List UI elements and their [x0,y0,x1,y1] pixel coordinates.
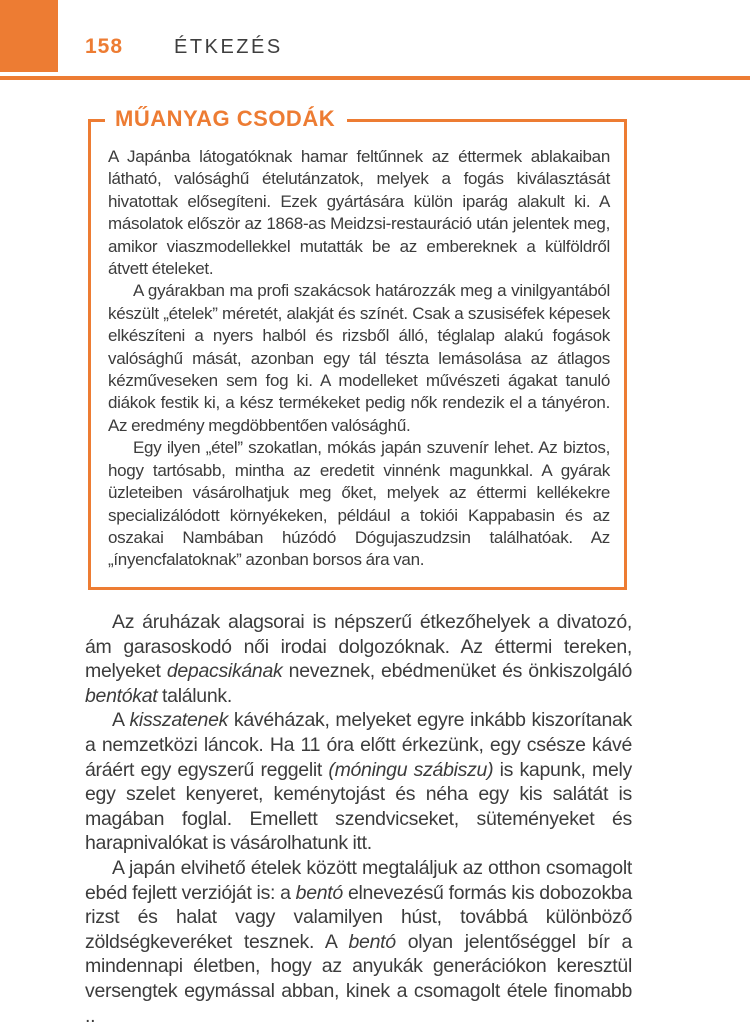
header-rule [0,76,750,80]
callout-paragraph: A Japánba látogatóknak hamar feltűnnek az éttermek ablakaiban látható, valósághű ételutánzatok, melyek a fogás kiválasztását hivatottak elősegíteni. Ezek gyártására külön iparág alakult ki. A másolatok először az 1868-as Meidzsi-restauráció után jelentek meg, amikor viaszmodellekkel mutatták be az embereknek a külföldről átvett ételeket. [108,147,610,279]
page-header [85,35,283,59]
section-title: ÉTKEZÉS [174,36,283,58]
body-paragraph: A japán elvihető ételek között megtaláljuk az otthon csomagolt ebéd fejlett verzióját is: a bentó elnevezésű formás kis dobozokba rizst és halat vagy valamilyen húst, továbbá különböző zöldségkeveréket tesznek. A bentó olyan jelentőséggel bír a mindennapi életben, hogy az anyukák generációkon keresztül versengtek egymással abban, kinek a csomagolt étele finomabb .. [85,856,632,1027]
callout-paragraph: A gyárakban ma profi szakácsok határozzák meg a vinilgyantából készült „ételek” méretét, alakját és színét. Csak a szusiséfek képesek elkészíteni a nyers halból és rizsből álló, téglalap alakú fogások valósághű mását, azonban egy tál tészta lemásolása az átlagos kézműveseken sem fog ki. A modelleket művészeti ágakat tanuló diákok festik ki, a kész termékeket pedig nők rendezik el a tányéron. Az eredmény megdöbbentően valósághű. [108,281,610,435]
body-paragraph: A kisszatenek kávéházak, melyeket egyre inkább kiszorítanak a nemzetközi láncok. Ha 11 óra előtt érkezünk, egy csésze kávé áráért egy egyszerű reggelit (móningu szábiszu) is kapunk, mely egy szelet kenyeret, keménytojást és néha egy kis salátát is magában foglal. Emellett szendvicseket, süteményeket és harapnivalókat is vásárolhatunk itt. [85,709,632,855]
corner-tab [0,0,58,72]
callout-paragraph: Egy ilyen „étel” szokatlan, mókás japán szuvenír lehet. Az biztos, hogy tartósabb, mintha az eredetit vinnénk magunkkal. A gyárak üzleteiben vásárolhatjuk meg őket, melyek az éttermi kellékekre specializálódott környékeken, például a tokiói Kappabasin és az oszakai Nambában húzódó Dógujaszudzsin találhatóak. Az „ínyencfalatoknak” azonban borsos ára van. [108,438,610,570]
page-number: 158 [85,35,124,58]
callout-title: MŰANYAG CSODÁK [105,106,347,132]
body-text [85,610,632,1028]
callout-box [88,106,627,590]
body-paragraph: Az áruházak alagsorai is népszerű étkezőhelyek a divatozó, ám garasoskodó női irodai dolgozóknak. Az éttermi tereken, melyeket depacsikának neveznek, ebédmenüket és önkiszolgáló bentókat találunk. [85,611,633,707]
